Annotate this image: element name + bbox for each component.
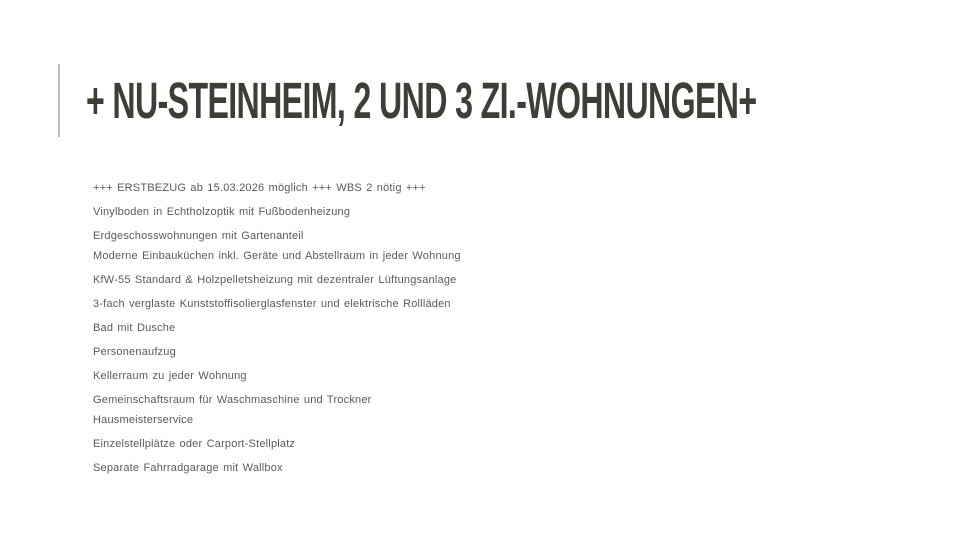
list-item: Hausmeisterservice xyxy=(93,414,194,426)
list-item: Personenaufzug xyxy=(93,346,176,358)
list-item: Vinylboden in Echtholzoptik mit Fußbodenheizung xyxy=(93,206,351,218)
availability-line: +++ ERSTBEZUG ab 15.03.2026 möglich +++ WBS 2 nötig +++ xyxy=(93,182,426,194)
slide-title: + NU-STEINHEIM, 2 UND 3 ZI.-WOHNUNGEN+ xyxy=(86,72,757,129)
list-item: 3-fach verglaste Kunststoffisolierglasfenster und elektrische Rollläden xyxy=(93,298,451,310)
list-item: Separate Fahrradgarage mit Wallbox xyxy=(93,462,283,474)
list-item: Erdgeschosswohnungen mit Gartenanteil xyxy=(93,230,304,242)
title-accent-line xyxy=(58,64,60,137)
list-item: Einzelstellplätze oder Carport-Stellplatz xyxy=(93,438,296,450)
list-item: KfW-55 Standard & Holzpelletsheizung mit dezentraler Lüftungsanlage xyxy=(93,274,457,286)
list-item: Moderne Einbauküchen inkl. Geräte und Abstellraum in jeder Wohnung xyxy=(93,250,461,262)
list-item: Bad mit Dusche xyxy=(93,322,176,334)
feature-list xyxy=(93,182,461,486)
list-item: Kellerraum zu jeder Wohnung xyxy=(93,370,247,382)
list-item: Gemeinschaftsraum für Waschmaschine und Trockner xyxy=(93,394,372,406)
